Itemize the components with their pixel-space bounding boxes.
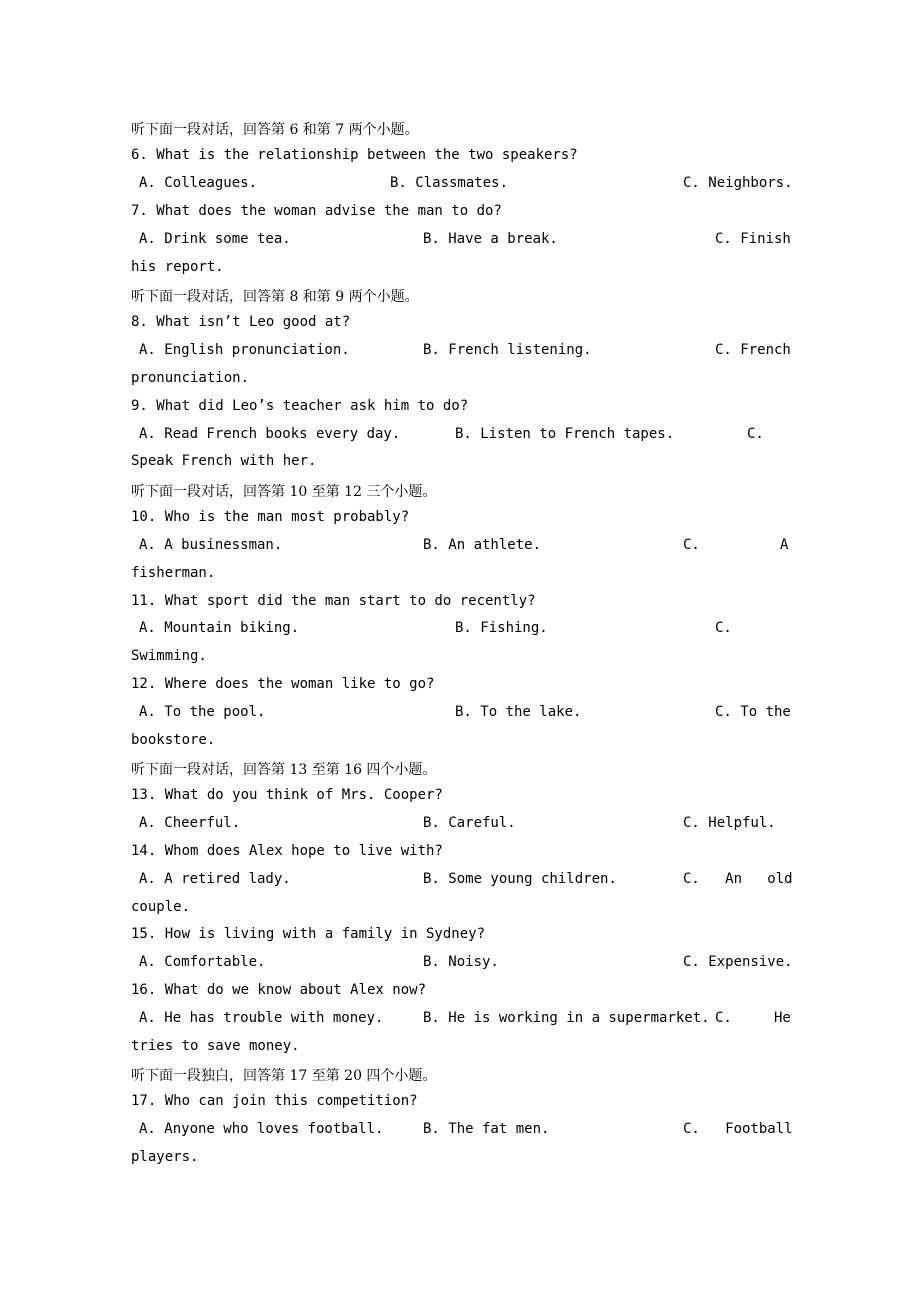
option-a: A. Anyone who loves football.: [139, 1121, 384, 1137]
question-stem: 14. Whom does Alex hope to live with?: [131, 843, 443, 859]
section-heading: 听下面一段独白，回答第 17 至第 20 四个小题。: [131, 1068, 437, 1084]
option-b: B. French listening.: [423, 342, 592, 358]
question-stem: 17. Who can join this competition?: [131, 1093, 418, 1109]
option-a: A. Comfortable.: [139, 954, 266, 970]
option-b: B. Classmates.: [390, 175, 509, 191]
question-stem: 15. How is living with a family in Sydney?: [131, 926, 486, 942]
option-c-text: A: [780, 537, 789, 553]
option-b: B. The fat men.: [423, 1121, 550, 1137]
option-b: B. To the lake.: [455, 704, 582, 720]
question-stem: 16. What do we know about Alex now?: [131, 982, 427, 998]
option-continuation: Swimming.: [131, 648, 207, 664]
option-b: B. He is working in a supermarket.: [423, 1010, 710, 1026]
option-c: C. Neighbors.: [683, 175, 793, 191]
option-continuation: couple.: [131, 899, 191, 915]
option-b: B. Noisy.: [423, 954, 499, 970]
option-continuation: players.: [131, 1149, 199, 1165]
option-a: A. Mountain biking.: [139, 620, 300, 636]
option-c: C. He: [715, 1010, 791, 1026]
option-a: A. A businessman.: [139, 537, 283, 553]
option-a: A. He has trouble with money.: [139, 1010, 384, 1026]
option-c: C. French: [715, 342, 791, 358]
section-heading: 听下面一段对话，回答第 6 和第 7 两个小题。: [131, 122, 419, 138]
option-c: C. Football: [683, 1121, 793, 1137]
question-stem: 10. Who is the man most probably?: [131, 509, 410, 525]
section-heading: 听下面一段对话，回答第 10 至第 12 三个小题。: [131, 484, 437, 500]
option-continuation: his report.: [131, 259, 224, 275]
option-c: C. Expensive.: [683, 954, 793, 970]
option-continuation: tries to save money.: [131, 1038, 300, 1054]
question-stem: 12. Where does the woman like to go?: [131, 676, 435, 692]
option-c: C.: [747, 426, 764, 442]
option-a: A. A retired lady.: [139, 871, 291, 887]
option-continuation: fisherman.: [131, 565, 216, 581]
option-a: A. Colleagues.: [139, 175, 258, 191]
option-c: C.: [683, 537, 700, 553]
option-b: B. Careful.: [423, 815, 516, 831]
option-b: B. An athlete.: [423, 537, 542, 553]
option-continuation: pronunciation.: [131, 370, 250, 386]
section-heading: 听下面一段对话，回答第 8 和第 9 两个小题。: [131, 289, 419, 305]
option-a: A. English pronunciation.: [139, 342, 350, 358]
option-b: B. Fishing.: [455, 620, 548, 636]
question-stem: 13. What do you think of Mrs. Cooper?: [131, 787, 443, 803]
option-c: C. To the: [715, 704, 791, 720]
section-heading: 听下面一段对话，回答第 13 至第 16 四个小题。: [131, 762, 437, 778]
option-continuation: Speak French with her.: [131, 453, 317, 469]
question-stem: 7. What does the woman advise the man to do?: [131, 203, 502, 219]
option-c: C. An old: [683, 871, 793, 887]
option-a: A. Cheerful.: [139, 815, 241, 831]
option-c: C. Finish: [715, 231, 791, 247]
option-b: B. Have a break.: [423, 231, 558, 247]
question-stem: 9. What did Leo’s teacher ask him to do?: [131, 398, 469, 414]
option-b: B. Some young children.: [423, 871, 617, 887]
question-stem: 6. What is the relationship between the two speakers?: [131, 147, 578, 163]
option-b: B. Listen to French tapes.: [455, 426, 675, 442]
option-continuation: bookstore.: [131, 732, 216, 748]
option-a: A. Drink some tea.: [139, 231, 291, 247]
question-stem: 8. What isn’t Leo good at?: [131, 314, 351, 330]
option-a: A. To the pool.: [139, 704, 266, 720]
option-c: C. Helpful.: [683, 815, 776, 831]
question-stem: 11. What sport did the man start to do recently?: [131, 593, 536, 609]
option-c: C.: [715, 620, 732, 636]
option-a: A. Read French books every day.: [139, 426, 401, 442]
